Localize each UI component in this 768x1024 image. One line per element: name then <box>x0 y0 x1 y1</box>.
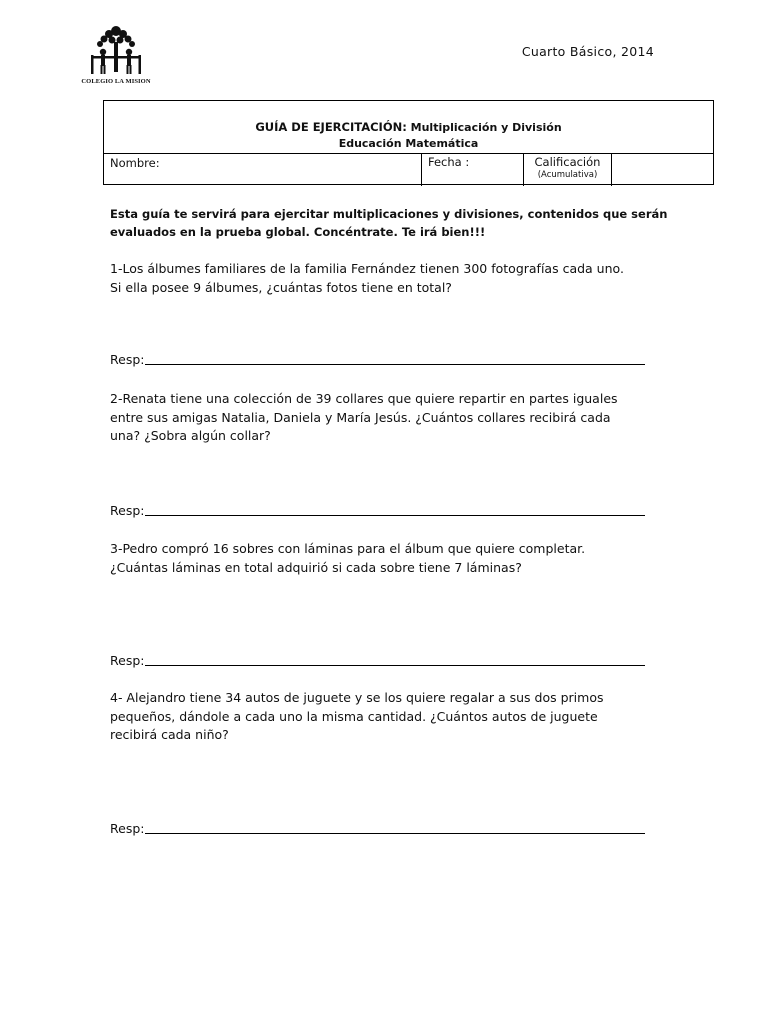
resp-label: Resp: <box>110 503 145 518</box>
worksheet-subject: Educación Matemática <box>338 137 479 150</box>
name-label: Nombre: <box>110 156 160 170</box>
intro-text: Esta guía te servirá para ejercitar multiplicaciones y divisiones, contenidos que serán evaluados en la prueba global. Concéntrate. Te irá bien!!! <box>110 207 668 239</box>
school-name: COLEGIO LA MISION <box>81 78 151 85</box>
title-topic: Multiplicación y División <box>406 121 562 134</box>
question-1 <box>110 260 670 297</box>
resp-label: Resp: <box>110 653 145 668</box>
school-logo <box>78 22 154 88</box>
resp-label: Resp: <box>110 352 145 367</box>
worksheet-title <box>104 120 713 134</box>
answer-line-1[interactable] <box>110 352 645 367</box>
question-line: una? ¿Sobra algún collar? <box>110 428 271 443</box>
name-field[interactable] <box>104 154 421 186</box>
answer-line-2[interactable] <box>110 503 645 518</box>
question-line: entre sus amigas Natalia, Daniela y María Jesús. ¿Cuántos collares recibirá cada <box>110 409 611 425</box>
answer-line-3[interactable] <box>110 653 645 668</box>
answer-underline <box>145 503 645 516</box>
answer-underline <box>145 653 645 666</box>
question-line: pequeños, dándole a cada uno la misma cantidad. ¿Cuántos autos de juguete <box>110 708 598 724</box>
course-year: Cuarto Básico, 2014 <box>521 44 654 59</box>
question-line: 1-Los álbumes familiares de la familia Fernández tienen 300 fotografías cada uno. <box>110 261 624 276</box>
date-field[interactable] <box>421 154 523 186</box>
question-line: recibirá cada niño? <box>110 727 229 742</box>
grade-note: (Acumulativa) <box>537 170 598 180</box>
title-heading: GUÍA DE EJERCITACIÓN: <box>255 120 407 134</box>
question-2 <box>110 390 670 446</box>
grade-label-cell <box>523 154 611 186</box>
question-line: 2-Renata tiene una colección de 39 collares que quiere repartir en partes iguales <box>110 391 618 406</box>
date-label: Fecha : <box>428 155 470 169</box>
answer-underline <box>145 352 645 365</box>
question-line: Si ella posee 9 álbumes, ¿cuántas fotos tiene en total? <box>110 279 452 295</box>
worksheet-header <box>103 100 714 185</box>
question-4 <box>110 689 670 745</box>
question-line: ¿Cuántas láminas en total adquirió si cada sobre tiene 7 láminas? <box>110 559 522 575</box>
answer-line-4[interactable] <box>110 821 645 836</box>
question-3 <box>110 540 670 577</box>
answer-underline <box>145 821 645 834</box>
grade-label: Calificación <box>534 155 601 169</box>
question-line: 4- Alejandro tiene 34 autos de juguete y se los quiere regalar a sus dos primos <box>110 690 604 705</box>
tree-with-children-icon <box>78 22 154 78</box>
student-info-row <box>104 153 713 186</box>
grade-field[interactable] <box>611 154 713 186</box>
question-line: 3-Pedro compró 16 sobres con láminas para el álbum que quiere completar. <box>110 541 586 556</box>
resp-label: Resp: <box>110 821 145 836</box>
